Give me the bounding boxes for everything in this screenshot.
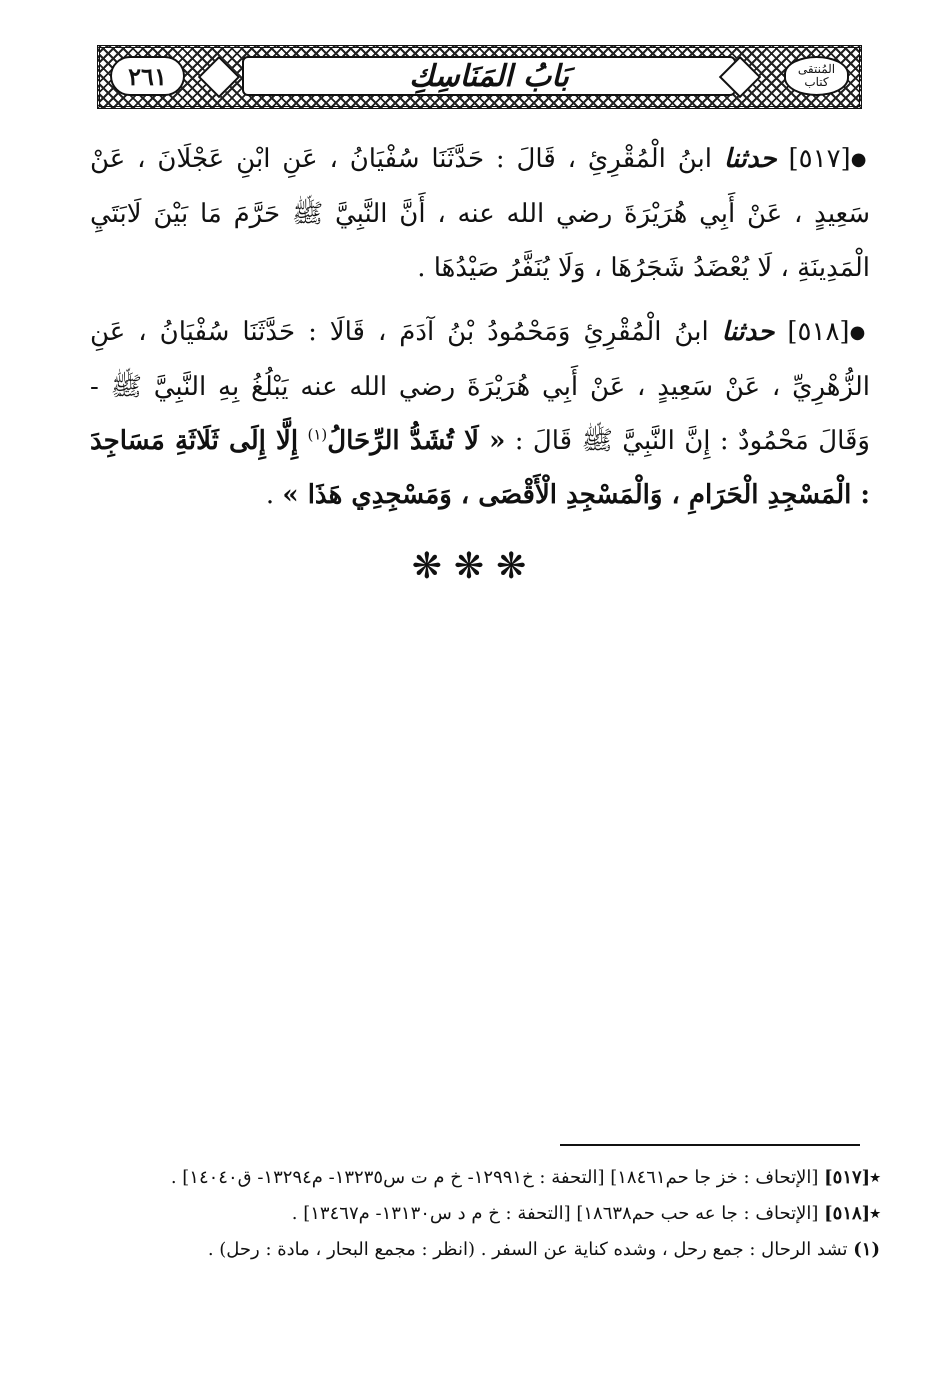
hadith-number: [٥١٧] bbox=[788, 144, 851, 174]
hadith-517 bbox=[90, 132, 870, 295]
book-logo: المُنتقى كتاب bbox=[784, 56, 849, 96]
hadith-quote-cont: إِلَّا إِلَى ثَلَاثَةِ مَسَاجِدَ : الْمَسْجِدِ الْحَرَامِ ، وَالْمَسْجِدِ الْأَقْصَى ، وَمَسْجِدِي هَذَا » bbox=[90, 426, 870, 510]
hadith-text: ابنُ الْمُقْرِئِ ، قَالَ : حَدَّثَنَا سُفْيَانُ ، عَنِ ابْنِ عَجْلَانَ ، عَنْ سَعِيدٍ ، عَنْ أَبِي هُرَيْرَةَ رضي الله عنه ، أَنَّ النَّبِيَّ ﷺ حَرَّمَ مَا بَيْنَ لَابَتَيِ الْمَدِينَةِ ، لَا يُعْضَدُ شَجَرُهَا ، وَلَا يُنَفَّرُ صَيْدُهَا . bbox=[90, 144, 870, 283]
chapter-title: بَابُ المَنَاسِكِ bbox=[242, 56, 736, 96]
hadith-quote: « لَا تُشَدُّ الرِّحَالُ bbox=[327, 426, 506, 456]
page-header bbox=[97, 45, 862, 109]
hadith-lead: حدثنا bbox=[721, 317, 775, 347]
footnote-text: [الإتحاف : خز جا حم١٨٤٦١] [التحفة : خ١٢٩٩١- خ م ت س١٣٢٣٥- م١٣٢٩٤- ق١٤٠٤٠] . bbox=[170, 1167, 819, 1188]
hadith-lead: حدثنا bbox=[723, 144, 777, 174]
hadith-518 bbox=[90, 305, 870, 522]
footnote-mark: ٭[٥١٧] bbox=[824, 1167, 880, 1188]
bullet-icon: ● bbox=[849, 322, 870, 343]
main-text bbox=[90, 132, 870, 532]
section-separator: ❋❋❋ bbox=[411, 546, 539, 587]
footnotes bbox=[160, 1160, 880, 1268]
footnote-text: تشد الرحال : جمع رحل ، وشده كناية عن السفر . (انظر : مجمع البحار ، مادة : رحل) . bbox=[207, 1239, 848, 1260]
footnote-text: [الإتحاف : جا عه حب حم١٨٦٣٨] [التحفة : خ م د س١٣١٣٠- م١٣٤٦٧] . bbox=[291, 1203, 819, 1224]
footnote-mark: (١) bbox=[853, 1239, 880, 1260]
footnote-517 bbox=[160, 1160, 880, 1196]
bullet-icon: ● bbox=[850, 149, 871, 170]
hadith-text: ابنُ الْمُقْرِئِ وَمَحْمُودُ بْنُ آدَمَ ، قَالَا : حَدَّثَنَا سُفْيَانُ ، عَنِ الزُّهْرِيِّ ، عَنْ سَعِيدٍ ، عَنْ أَبِي هُرَيْرَةَ رضي الله عنه يَبْلُغُ بِهِ النَّبِيَّ ﷺ - وَقَالَ مَحْمُودٌ : إِنَّ النَّبِيَّ ﷺ قَالَ : bbox=[90, 317, 870, 456]
ornament-left-icon bbox=[198, 56, 240, 98]
hadith-end: . bbox=[265, 480, 275, 510]
footnote-rule bbox=[560, 1144, 860, 1146]
footnote-mark: ٭[٥١٨] bbox=[824, 1203, 880, 1224]
hadith-number: [٥١٨] bbox=[787, 317, 850, 347]
page-number: ٢٦١ bbox=[110, 56, 185, 96]
footnote-1 bbox=[160, 1232, 880, 1268]
footnote-reference[interactable]: (١) bbox=[307, 425, 328, 444]
footnote-518 bbox=[160, 1196, 880, 1232]
